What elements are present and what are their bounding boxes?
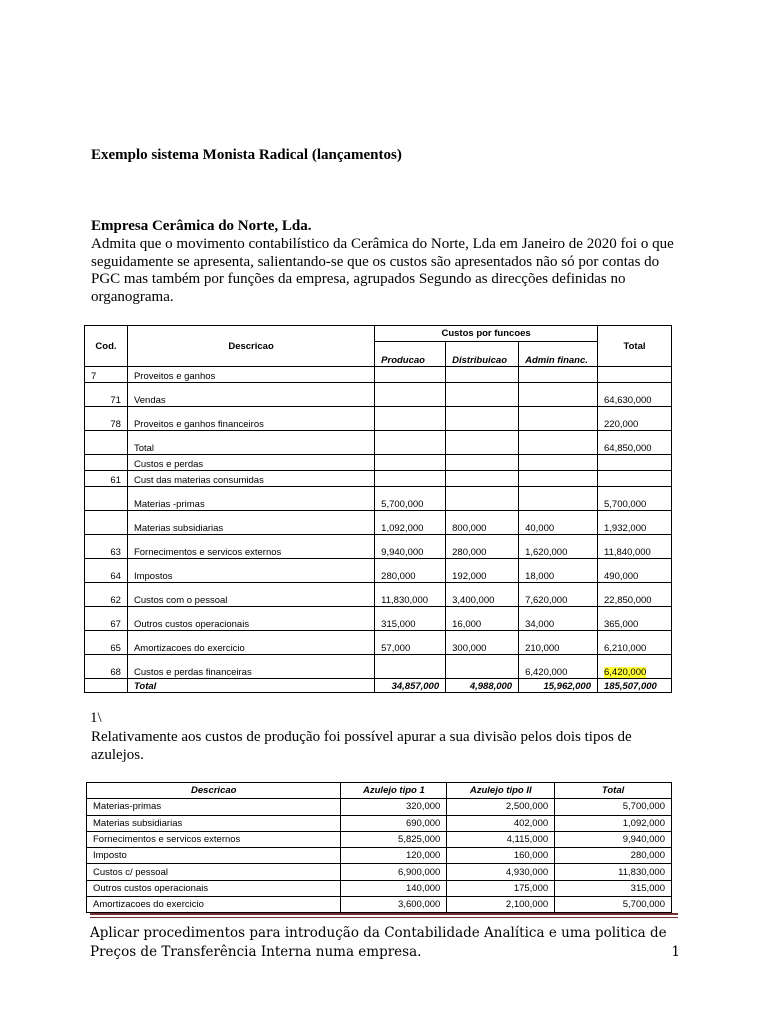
- cell-producao-value: 57,000: [381, 643, 411, 654]
- cell-distribuicao: [446, 431, 519, 455]
- cell-admin: [519, 431, 598, 455]
- cell-descricao: [127, 607, 374, 631]
- cell-distribuicao: [446, 559, 519, 583]
- cell-admin: [519, 583, 598, 607]
- header-azulejo-tipo-1: Azulejo tipo 1: [341, 783, 447, 799]
- cell-distribuicao: 4,988,000: [446, 679, 519, 693]
- cell-cod: [85, 607, 128, 631]
- cell-distribuicao-value: 192,000: [452, 571, 487, 582]
- cell-total: [598, 455, 672, 471]
- table-row: [87, 880, 672, 896]
- footer-text: Aplicar procedimentos para introdução da Contabilidade Analítica e uma politica de Preços de Transferência Interna numa empresa.: [90, 925, 667, 960]
- cell-descricao-value: Materias subsidiarias: [133, 523, 224, 534]
- cell-distribuicao-value: 800,000: [452, 523, 487, 534]
- cell-total: [598, 583, 672, 607]
- cell-descricao: Imposto: [87, 848, 341, 864]
- cell-admin-value: 210,000: [525, 643, 560, 654]
- cell-descricao: Materias-primas: [87, 799, 341, 815]
- cell-cod: [85, 455, 128, 471]
- cell-admin: [519, 407, 598, 431]
- cell-distribuicao: [446, 407, 519, 431]
- cell-admin: [519, 535, 598, 559]
- cell-descricao: Materias subsidiarias: [87, 815, 341, 831]
- cell-descricao: [127, 487, 374, 511]
- cell-total-value: 220,000: [604, 419, 639, 430]
- cell-cod: [85, 655, 128, 679]
- cell-descricao: [127, 367, 374, 383]
- table-row: [85, 607, 672, 631]
- cell-producao: [375, 511, 446, 535]
- cell-admin-value: 6,420,000: [525, 667, 568, 678]
- header-azulejo-tipo-2: Azulejo tipo II: [447, 783, 555, 799]
- cell-cod-value: 65: [110, 643, 121, 654]
- cell-descricao: [127, 471, 374, 487]
- cell-producao: [375, 535, 446, 559]
- cell-total: [598, 535, 672, 559]
- cell-producao: [375, 455, 446, 471]
- cell-distribuicao: [446, 455, 519, 471]
- cell-total: [598, 607, 672, 631]
- cell-azulejo-tipo-1: 140,000: [341, 880, 447, 896]
- cell-descricao: [127, 655, 374, 679]
- cell-descricao: [127, 407, 374, 431]
- cell-cod-value: 64: [110, 571, 121, 582]
- header-descricao: Descricao: [87, 783, 341, 799]
- cell-producao: [375, 407, 446, 431]
- cell-total-value: 6,210,000: [604, 643, 647, 654]
- cell-admin: [519, 607, 598, 631]
- cell-descricao: [127, 511, 374, 535]
- cell-admin-value: 1,620,000: [525, 547, 568, 558]
- table-row: [87, 831, 672, 847]
- cell-total: 5,700,000: [555, 897, 672, 913]
- cell-descricao-value: Impostos: [133, 571, 173, 582]
- cell-descricao: Fornecimentos e servicos externos: [87, 831, 341, 847]
- cell-cod-value: 68: [110, 667, 121, 678]
- cell-cod: [85, 407, 128, 431]
- cell-distribuicao: [446, 383, 519, 407]
- cell-producao: [375, 631, 446, 655]
- cell-total: 315,000: [555, 880, 672, 896]
- cell-azulejo-tipo-2: 160,000: [447, 848, 555, 864]
- cell-descricao-value: Materias -primas: [133, 499, 205, 510]
- cost-table: [84, 325, 672, 693]
- cell-producao: [375, 471, 446, 487]
- cell-descricao-value: Outros custos operacionais: [133, 619, 250, 630]
- header-admin: Admin financ.: [519, 342, 598, 367]
- cell-producao: [375, 431, 446, 455]
- cell-producao-value: 1,092,000: [381, 523, 424, 534]
- table-row: [87, 848, 672, 864]
- cell-azulejo-tipo-1: 690,000: [341, 815, 447, 831]
- table-row: [85, 535, 672, 559]
- cell-descricao: [127, 383, 374, 407]
- cell-azulejo-tipo-2: 402,000: [447, 815, 555, 831]
- cell-azulejo-tipo-1: 3,600,000: [341, 897, 447, 913]
- cell-total: [598, 431, 672, 455]
- cell-distribuicao: [446, 655, 519, 679]
- cell-total: [598, 383, 672, 407]
- cell-cod: [85, 535, 128, 559]
- cell-total: 11,830,000: [555, 864, 672, 880]
- cell-total: [598, 367, 672, 383]
- cell-descricao: [127, 455, 374, 471]
- cell-cod: [85, 487, 128, 511]
- cell-cod-value: 63: [110, 547, 121, 558]
- cell-admin: 15,962,000: [519, 679, 598, 693]
- cell-total-value: 64,630,000: [604, 395, 652, 406]
- company-name: Empresa Cerâmica do Norte, Lda.: [91, 218, 312, 234]
- cell-total: 185,507,000: [598, 679, 672, 693]
- cell-total: 280,000: [555, 848, 672, 864]
- cell-admin: [519, 383, 598, 407]
- cell-admin: [519, 487, 598, 511]
- cell-cod: [85, 559, 128, 583]
- cell-distribuicao: [446, 367, 519, 383]
- header-custos-por-funcoes: Custos por funcoes: [375, 326, 598, 342]
- cell-cod: [85, 511, 128, 535]
- cell-admin: [519, 455, 598, 471]
- table-row: [87, 815, 672, 831]
- table-row: [85, 559, 672, 583]
- cell-distribuicao: [446, 631, 519, 655]
- cell-admin: [519, 655, 598, 679]
- cell-descricao: [127, 583, 374, 607]
- cell-descricao-value: Proveitos e ganhos financeiros: [133, 419, 264, 430]
- table-row: [85, 487, 672, 511]
- cell-cod-value: 61: [110, 475, 121, 486]
- cell-total: [598, 631, 672, 655]
- cell-total-value: 365,000: [604, 619, 639, 630]
- cell-cod-value: 67: [110, 619, 121, 630]
- cell-azulejo-tipo-2: 4,930,000: [447, 864, 555, 880]
- cell-descricao: [127, 535, 374, 559]
- table-row: [85, 631, 672, 655]
- tile-cost-table: [86, 782, 672, 913]
- cell-distribuicao: [446, 471, 519, 487]
- page-footer: [90, 924, 680, 962]
- cell-descricao: [127, 631, 374, 655]
- cell-distribuicao: [446, 535, 519, 559]
- table-row: [85, 511, 672, 535]
- cell-total: 1,092,000: [555, 815, 672, 831]
- cell-cod-value: 78: [110, 419, 121, 430]
- intro-paragraph: Admita que o movimento contabilístico da Cerâmica do Norte, Lda em Janeiro de 2020 foi o que seguidamente se apresenta, salientando-se que os custos são apresentados não só por contas do PGC mas também por funções da empresa, agrupados Segundo as direcções definidas no organograma.: [91, 236, 674, 305]
- table-row: [85, 655, 672, 679]
- cell-distribuicao: [446, 607, 519, 631]
- table-row: [87, 799, 672, 815]
- cell-descricao-value: Vendas: [133, 395, 166, 406]
- cell-descricao-value: Custos com o pessoal: [133, 595, 228, 606]
- cell-azulejo-tipo-2: 4,115,000: [447, 831, 555, 847]
- cell-producao: [375, 655, 446, 679]
- cell-distribuicao: [446, 511, 519, 535]
- cell-cod: [85, 471, 128, 487]
- header-total: Total: [598, 326, 672, 367]
- cell-distribuicao: [446, 583, 519, 607]
- cell-total: [598, 655, 672, 679]
- cell-total-value: 11,840,000: [604, 547, 651, 558]
- cell-total: [598, 511, 672, 535]
- table-row: [85, 431, 672, 455]
- cell-descricao-value: Amortizacoes do exercicio: [133, 643, 245, 654]
- marker-text: 1\: [90, 710, 102, 726]
- footer-rule-thick: [90, 913, 678, 915]
- total-row: [85, 679, 672, 693]
- production-paragraph: Relativamente aos custos de produção foi possível apurar a sua divisão pelos dois tipos de azulejos.: [91, 729, 632, 763]
- cell-descricao: Outros custos operacionais: [87, 880, 341, 896]
- cell-total: 9,940,000: [555, 831, 672, 847]
- cell-admin-value: 34,000: [525, 619, 555, 630]
- cell-producao: [375, 583, 446, 607]
- cell-azulejo-tipo-1: 320,000: [341, 799, 447, 815]
- cell-descricao-value: Proveitos e ganhos: [133, 371, 216, 382]
- cell-cod: [85, 367, 128, 383]
- table-row: [85, 367, 672, 383]
- cell-cod: [85, 631, 128, 655]
- cell-descricao: Amortizacoes do exercicio: [87, 897, 341, 913]
- cell-producao-value: 9,940,000: [381, 547, 424, 558]
- cell-distribuicao-value: 3,400,000: [452, 595, 495, 606]
- cell-azulejo-tipo-2: 2,100,000: [447, 897, 555, 913]
- cell-cod-value: 62: [110, 595, 121, 606]
- cell-cod: [85, 583, 128, 607]
- cell-total: [598, 487, 672, 511]
- cell-total: [598, 471, 672, 487]
- cell-total: [598, 407, 672, 431]
- cell-total-value: 64,850,000: [604, 443, 652, 454]
- cell-admin: [519, 631, 598, 655]
- cell-total-value: 6,420,000: [604, 667, 647, 678]
- cell-distribuicao-value: 280,000: [452, 547, 487, 558]
- cell-descricao-value: Custos e perdas financeiras: [133, 667, 252, 678]
- table-row: [85, 383, 672, 407]
- cell-total: [598, 559, 672, 583]
- cell-descricao-value: Custos e perdas: [133, 459, 204, 470]
- cell-producao-value: 280,000: [381, 571, 416, 582]
- cell-admin: [519, 559, 598, 583]
- cell-total-value: 490,000: [604, 571, 639, 582]
- cell-producao-value: 11,830,000: [381, 595, 429, 606]
- cell-producao-value: 315,000: [381, 619, 416, 630]
- cell-azulejo-tipo-1: 6,900,000: [341, 864, 447, 880]
- header-cod: Cod.: [85, 326, 128, 367]
- cell-azulejo-tipo-1: 120,000: [341, 848, 447, 864]
- cell-total-value: 5,700,000: [604, 499, 647, 510]
- page-number: 1: [671, 944, 680, 960]
- cell-descricao: [127, 559, 374, 583]
- header-distribuicao: Distribuicao: [446, 342, 519, 367]
- table-row: [85, 455, 672, 471]
- cell-azulejo-tipo-2: 175,000: [447, 880, 555, 896]
- footer-rule-thin: [90, 917, 678, 918]
- table-row: [85, 471, 672, 487]
- cell-admin-value: 40,000: [525, 523, 555, 534]
- cell-descricao: Total: [127, 679, 374, 693]
- cell-azulejo-tipo-2: 2,500,000: [447, 799, 555, 815]
- cell-descricao: [127, 431, 374, 455]
- cell-descricao-value: Cust das materias consumidas: [133, 475, 264, 486]
- cell-cod: [85, 431, 128, 455]
- header-producao: Producao: [375, 342, 446, 367]
- table-row: [85, 407, 672, 431]
- document-title: Exemplo sistema Monista Radical (lançamentos): [91, 147, 402, 163]
- cell-producao-value: 5,700,000: [381, 499, 424, 510]
- cell-admin: [519, 471, 598, 487]
- cell-admin: [519, 367, 598, 383]
- cell-descricao: Custos c/ pessoal: [87, 864, 341, 880]
- cell-descricao-value: Fornecimentos e servicos externos: [133, 547, 282, 558]
- table-row: [87, 864, 672, 880]
- cell-total-value: 22,850,000: [604, 595, 652, 606]
- table-row: [87, 897, 672, 913]
- cell-total-value: 1,932,000: [604, 523, 647, 534]
- cell-total: 5,700,000: [555, 799, 672, 815]
- cell-distribuicao-value: 300,000: [452, 643, 487, 654]
- table-row: [85, 583, 672, 607]
- cell-cod: [85, 383, 128, 407]
- cell-producao: [375, 383, 446, 407]
- cell-cod-value: 7: [91, 371, 97, 382]
- cell-producao: [375, 559, 446, 583]
- cell-descricao-value: Total: [133, 443, 155, 454]
- header-total: Total: [555, 783, 672, 799]
- header-descricao: Descricao: [127, 326, 374, 367]
- cell-producao: [375, 607, 446, 631]
- cell-azulejo-tipo-1: 5,825,000: [341, 831, 447, 847]
- cell-producao: 34,857,000: [375, 679, 446, 693]
- cell-admin-value: 18,000: [525, 571, 555, 582]
- cell-cod-value: 71: [110, 395, 121, 406]
- cell-admin: [519, 511, 598, 535]
- cell-cod: [85, 679, 128, 693]
- cell-distribuicao-value: 16,000: [452, 619, 482, 630]
- cell-producao: [375, 367, 446, 383]
- cell-distribuicao: [446, 487, 519, 511]
- cell-admin-value: 7,620,000: [525, 595, 568, 606]
- cell-producao: [375, 487, 446, 511]
